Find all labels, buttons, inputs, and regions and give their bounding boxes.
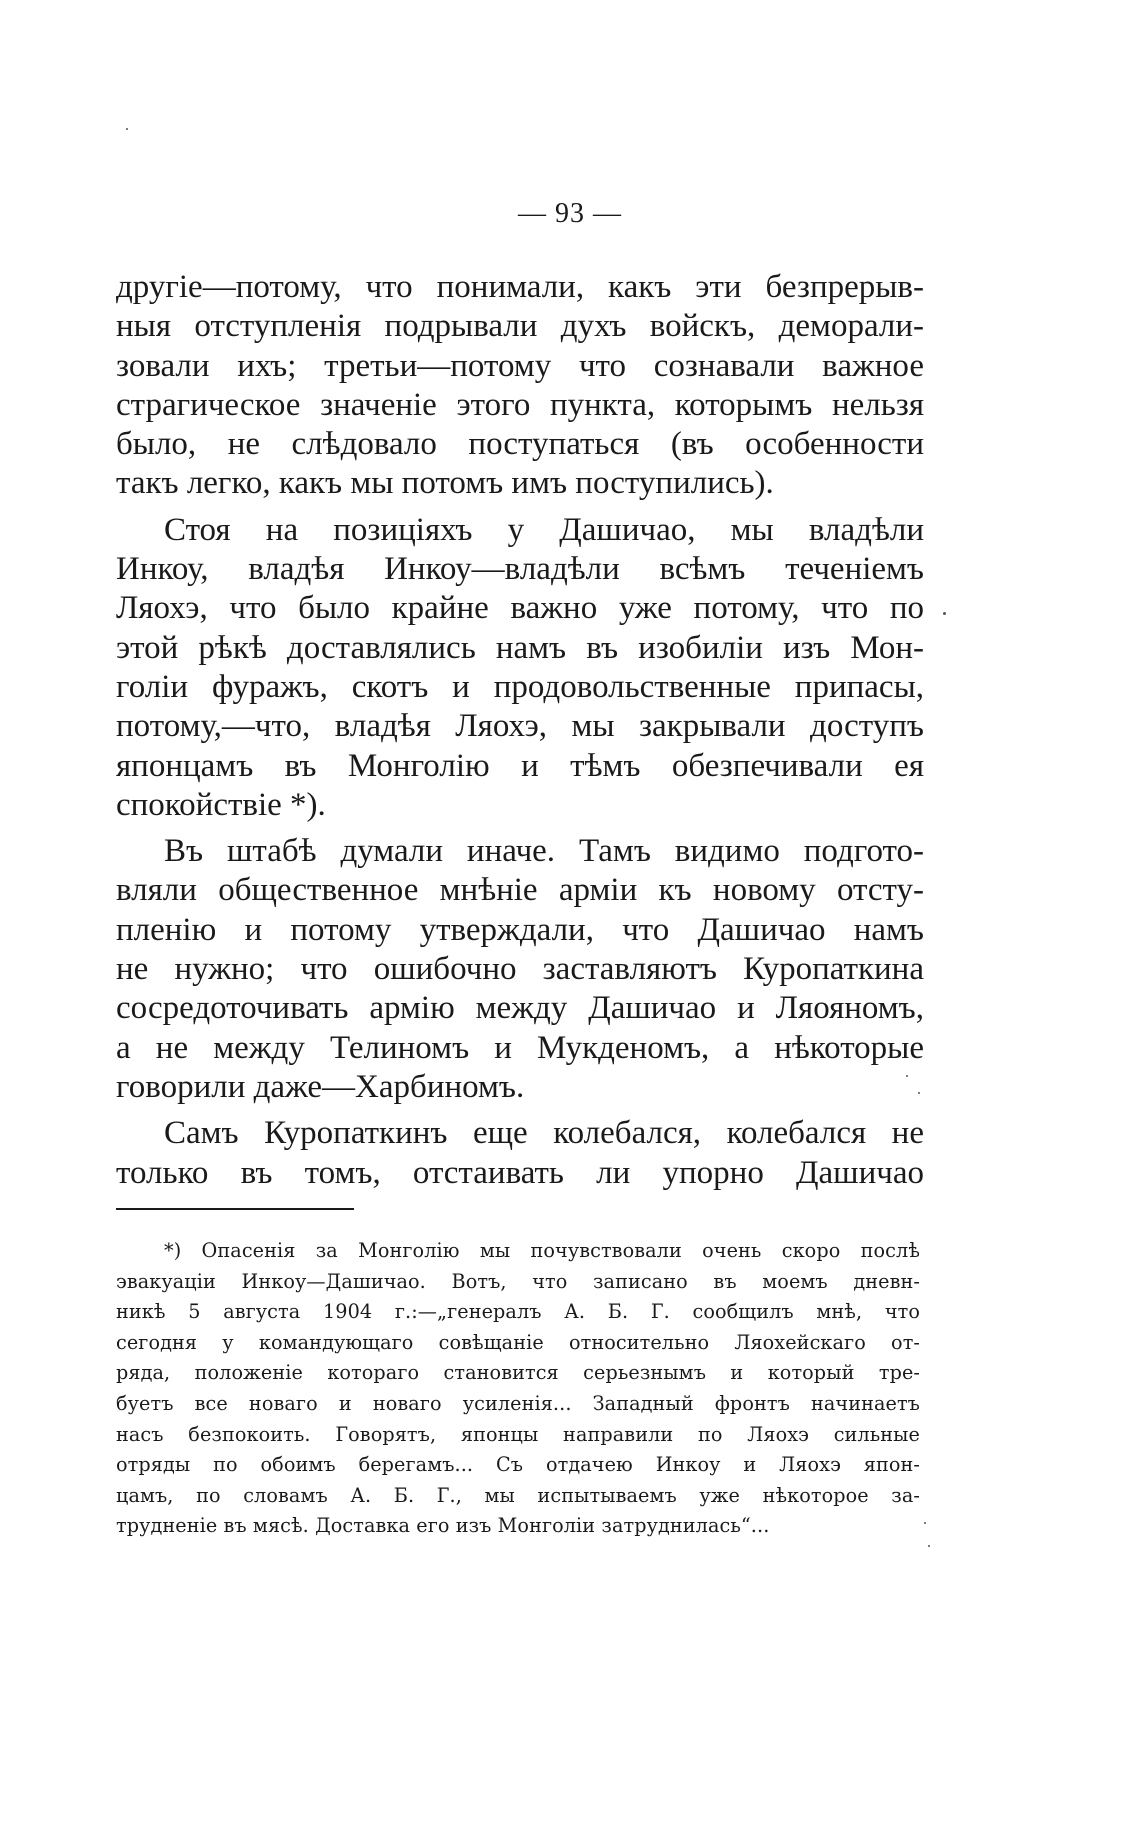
text-line: голіи фуражъ, скотъ и продовольственные припасы, — [116, 668, 924, 705]
scan-speck — [126, 128, 128, 130]
text-line: Ляохэ, что было крайне важно уже потому, что по — [116, 590, 924, 627]
footnote-line: эвакуаціи Инкоу—Дашичао. Вотъ, что записано въ моемъ дневн- — [116, 1269, 920, 1293]
scan-speck — [924, 1522, 926, 1524]
text-line: потому,—что, владѣя Ляохэ, мы закрывали доступъ — [116, 708, 924, 745]
footnote-line: отряды по обоимъ берегамъ... Съ отдачею Инкоу и Ляохэ япон- — [116, 1453, 920, 1477]
footnote — [116, 1236, 920, 1542]
footnote-line: буетъ все новаго и новаго усиленія... Западный фронтъ начинаетъ — [116, 1391, 920, 1415]
text-line: вляли общественное мнѣніе арміи къ новому отсту- — [116, 872, 924, 909]
text-line: страгическое значеніе этого пункта, которымъ нельзя — [116, 386, 924, 423]
footnote-line: насъ безпокоить. Говорятъ, японцы направили по Ляохэ сильные — [116, 1422, 920, 1446]
scan-speck — [906, 1075, 908, 1077]
footnote-line: трудненіе въ мясѣ. Доставка его изъ Монголіи затруднилась“... — [116, 1514, 770, 1538]
scan-speck — [928, 1545, 930, 1547]
footnote-line: ряда, положеніе котораго становится серьезнымъ и который тре- — [116, 1361, 920, 1385]
text-line: Стоя на позиціяхъ у Дашичао, мы владѣли — [164, 511, 924, 548]
text-line: Инкоу, владѣя Инкоу—владѣли всѣмъ теченіемъ — [116, 551, 924, 588]
text-line: Самъ Куропаткинъ еще колебался, колебался не — [164, 1115, 924, 1152]
scan-speck — [918, 1092, 920, 1094]
text-line: Въ штабѣ думали иначе. Тамъ видимо подгото- — [164, 833, 924, 870]
main-text — [116, 268, 924, 1200]
text-line: этой рѣкѣ доставлялись намъ въ изобиліи изъ Мон- — [116, 629, 924, 666]
text-line: а не между Телиномъ и Мукденомъ, а нѣкоторые — [116, 1029, 924, 1066]
text-line: другіе—потому, что понимали, какъ эти безпрерыв- — [116, 269, 924, 305]
paragraph-2 — [116, 511, 924, 825]
footnote-line: цамъ, по словамъ А. Б. Г., мы испытываемъ уже нѣкоторое за- — [116, 1483, 920, 1507]
text-line: не нужно; что ошибочно заставляютъ Куропаткина — [116, 951, 924, 988]
footnote-line: никѣ 5 августа 1904 г.:—„генералъ А. Б. Г. сообщилъ мнѣ, что — [116, 1300, 920, 1324]
text-line: зовали ихъ; третьи—потому что сознавали важное — [116, 347, 924, 384]
text-line: ныя отступленія подрывали духъ войскъ, деморали- — [116, 308, 924, 345]
text-line: пленію и потому утверждали, что Дашичао намъ — [116, 911, 924, 948]
text-line: говорили даже—Харбиномъ. — [116, 1068, 525, 1105]
paragraph-3 — [116, 832, 924, 1107]
paragraph-1 — [116, 268, 924, 504]
footnote-line: сегодня у командующаго совѣщаніе относительно Ляохейскаго от- — [116, 1330, 920, 1354]
text-line: японцамъ въ Монголію и тѣмъ обезпечивали ея — [116, 747, 924, 784]
scan-speck — [943, 612, 946, 615]
footnote-line: *) Опасенія за Монголію мы почувствовали очень скоро послѣ — [164, 1239, 920, 1262]
text-line: было, не слѣдовало поступаться (въ особенности — [116, 426, 924, 463]
page-number: — 93 — — [518, 198, 622, 229]
text-line: спокойствіе *). — [116, 786, 326, 823]
text-line: такъ легко, какъ мы потомъ имъ поступились). — [116, 465, 774, 502]
text-line: сосредоточивать армію между Дашичао и Ляояномъ, — [116, 990, 924, 1027]
paragraph-4 — [116, 1114, 924, 1193]
text-line: только въ томъ, отстаивать ли упорно Дашичао — [116, 1154, 924, 1191]
footnote-divider — [116, 1208, 354, 1210]
